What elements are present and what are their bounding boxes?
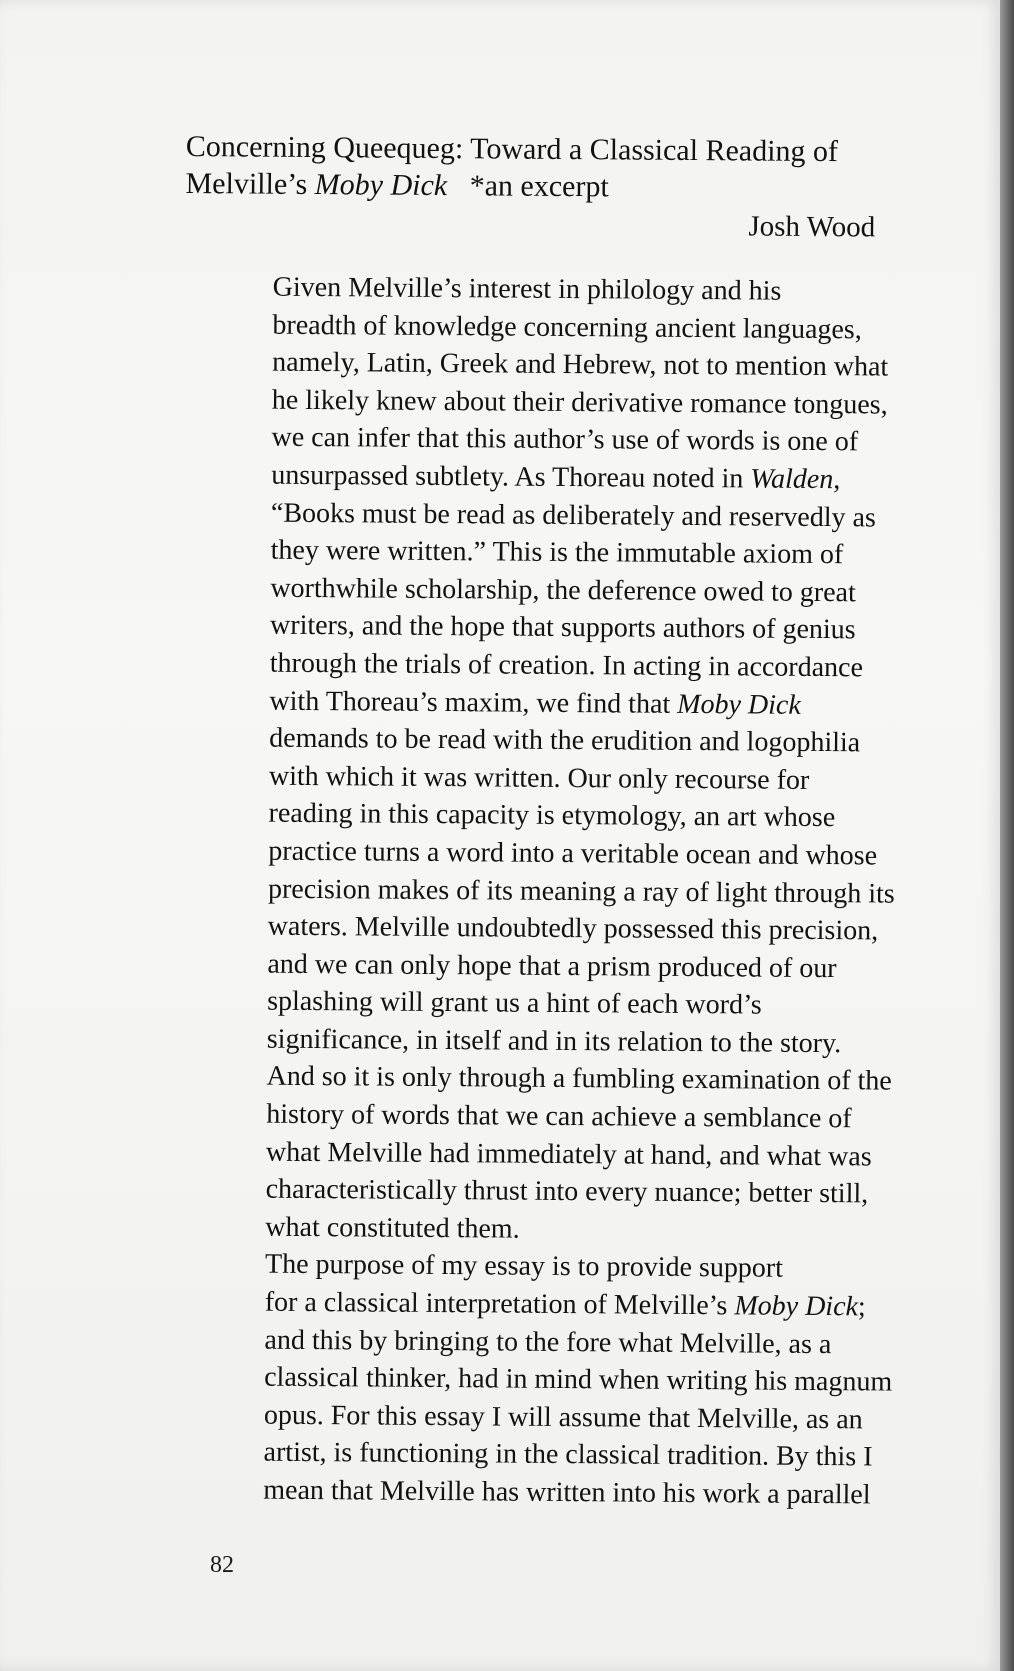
- text-line: and this by bringing to the fore what Melville, as a: [264, 1324, 832, 1360]
- text-line: and we can only hope that a prism produced of our: [267, 948, 837, 984]
- essay-title: [185, 128, 876, 207]
- text-line: classical thinker, had in mind when writing his magnum: [264, 1361, 893, 1398]
- text-line: And so it is only through a fumbling examination of the: [266, 1061, 892, 1098]
- text-line: precision makes of its meaning a ray of light through its: [267, 873, 895, 910]
- paragraph-1: [177, 268, 895, 1251]
- text-line: with Thoreau’s maxim, we find that Moby Dick: [269, 685, 801, 721]
- text-line: for a classical interpretation of Melville’s Moby Dick;: [264, 1286, 866, 1323]
- text-line: we can infer that this author’s use of words is one of: [271, 422, 859, 458]
- text-line: history of words that we can achieve a semblance of: [266, 1098, 852, 1135]
- text-line: what constituted them.: [265, 1211, 520, 1245]
- text-line: unsurpassed subtlety. As Thoreau noted in Walden,: [271, 459, 841, 496]
- text-line: opus. For this essay I will assume that Melville, as an: [263, 1399, 863, 1436]
- text-line: splashing will grant us a hint of each word’s: [267, 985, 762, 1021]
- text-line: they were written.” This is the immutable axiom of: [270, 534, 844, 571]
- text-line: worthwhile scholarship, the deference owed to great: [270, 572, 856, 609]
- text-line: reading in this capacity is etymology, an art whose: [268, 797, 836, 834]
- text-line: practice turns a word into a veritable ocean and whose: [268, 835, 878, 872]
- text-line: “Books must be read as deliberately and reservedly as: [270, 497, 876, 533]
- text-line: mean that Melville has written into his work a parallel: [263, 1474, 871, 1511]
- text-line: namely, Latin, Greek and Hebrew, not to mention what: [272, 346, 889, 383]
- text-line: demands to be read with the erudition and logophilia: [269, 722, 861, 759]
- title-suffix: *an excerpt: [447, 169, 609, 204]
- text-line: he likely knew about their derivative romance tongues,: [271, 384, 888, 421]
- text-line: significance, in itself and in its relation to the story.: [266, 1023, 842, 1060]
- text-line: what Melville had immediately at hand, and what was: [265, 1136, 872, 1173]
- text-line: writers, and the hope that supports authors of genius: [269, 610, 856, 646]
- author-name: Josh Wood: [748, 210, 876, 244]
- title-line-2: [185, 165, 875, 207]
- page-content: [175, 128, 895, 1514]
- text-line: characteristically thrust into every nuance; better still,: [265, 1173, 869, 1210]
- paragraph-2: [175, 1245, 893, 1514]
- text-line: with which it was written. Our only recourse for: [268, 760, 810, 796]
- text-line: artist, is functioning in the classical tradition. By this I: [263, 1437, 873, 1473]
- text-line: breadth of knowledge concerning ancient languages,: [272, 309, 862, 345]
- title-line-1: Concerning Queequeg: Toward a Classical Reading of: [185, 129, 839, 169]
- page-number: 82: [210, 1552, 234, 1578]
- text-line: waters. Melville undoubtedly possessed this precision,: [267, 910, 879, 947]
- text-line: Given Melville’s interest in philology and his: [272, 271, 782, 307]
- text-line: The purpose of my essay is to provide support: [264, 1249, 784, 1285]
- book-edge: [1000, 0, 1014, 1671]
- title-prefix: Melville’s: [185, 166, 315, 202]
- text-line: through the trials of creation. In acting in accordance: [269, 647, 864, 684]
- title-italic-work: Moby Dick: [314, 168, 448, 203]
